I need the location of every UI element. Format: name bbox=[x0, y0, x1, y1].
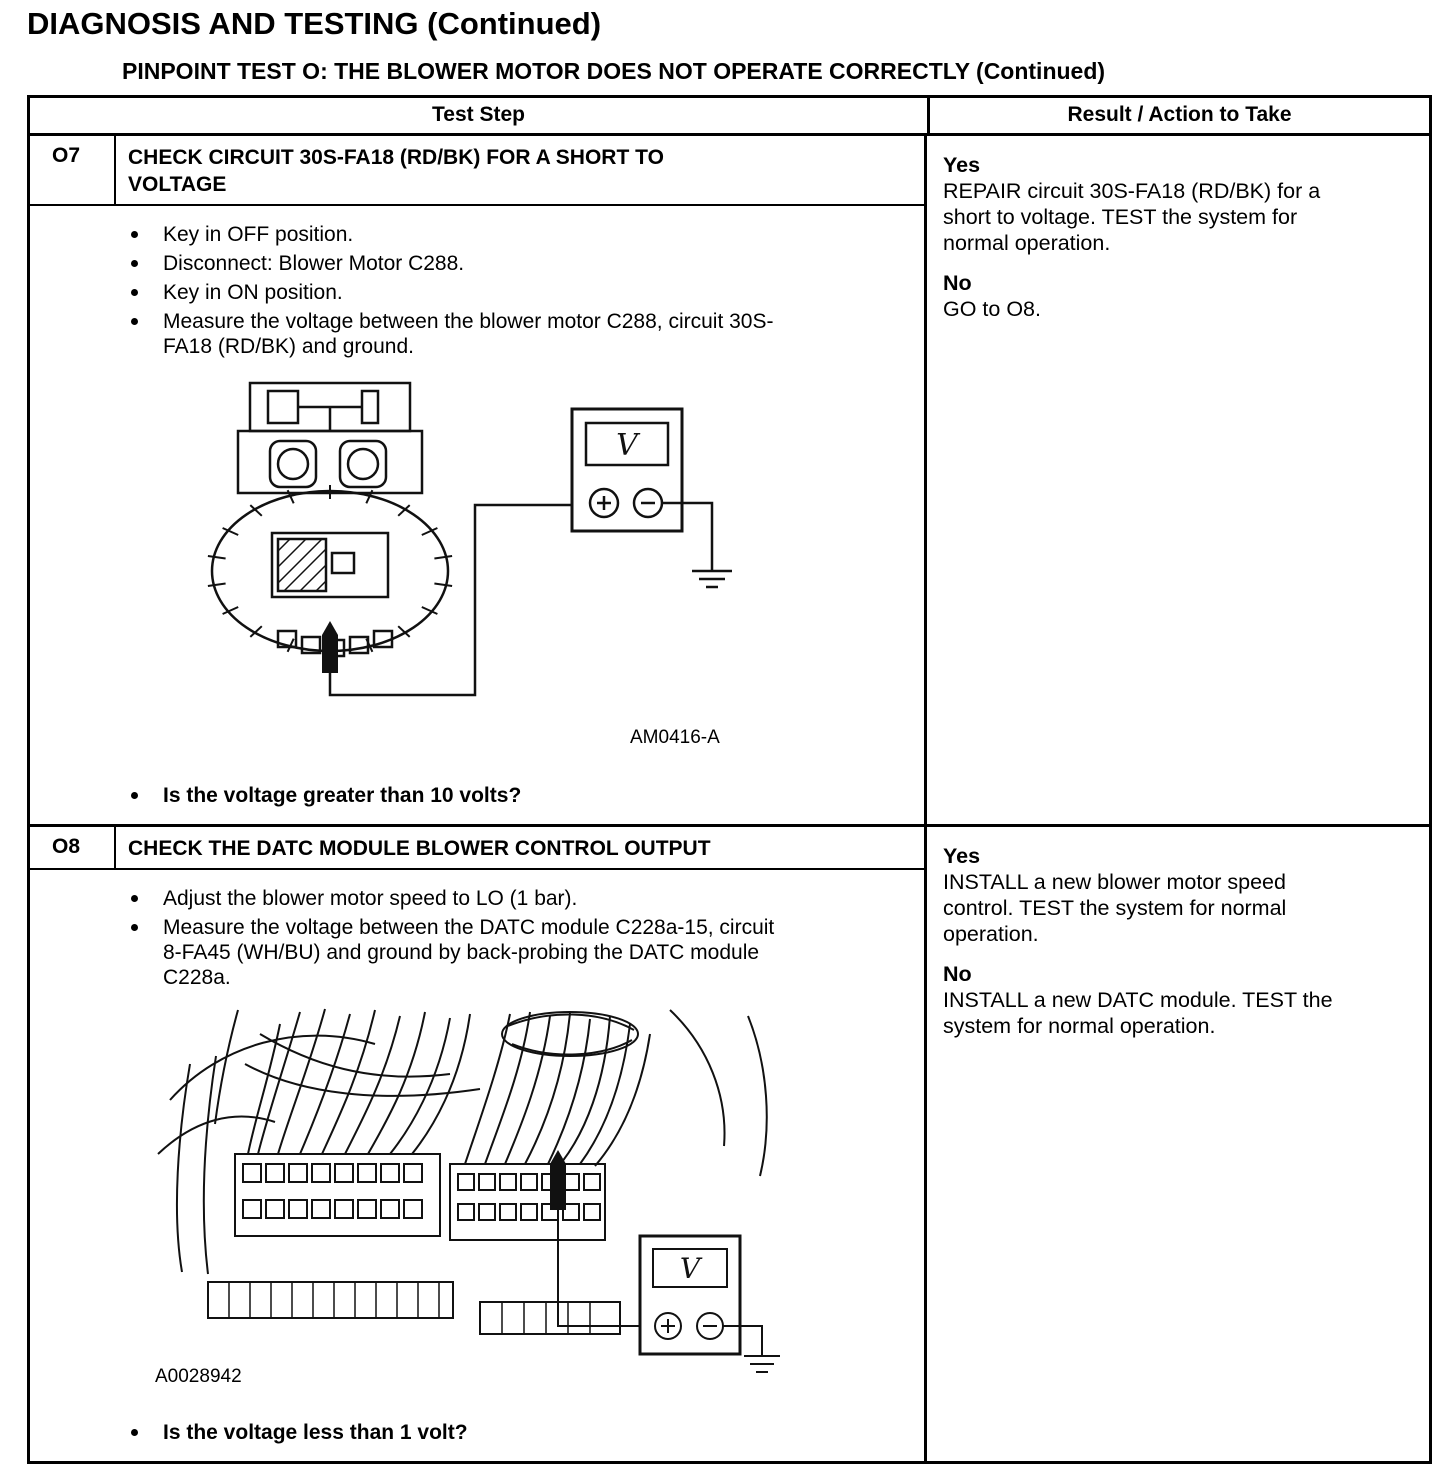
blower-connector-test-diagram bbox=[180, 375, 780, 760]
result-block-yes bbox=[943, 152, 1411, 256]
instruction-text: Key in ON position. bbox=[163, 281, 343, 304]
test-step-row-o7 bbox=[30, 136, 1429, 824]
result-block-no bbox=[943, 961, 1411, 1039]
test-step-instruction bbox=[30, 251, 924, 276]
figure-datc-harness-test bbox=[30, 1004, 924, 1404]
bullet-icon bbox=[131, 895, 138, 902]
test-step-row-o8 bbox=[30, 824, 1429, 1461]
ground-symbol-icon bbox=[744, 1356, 780, 1372]
test-step-question bbox=[30, 783, 924, 808]
instruction-text: Adjust the blower motor speed to LO (1 bar). bbox=[163, 887, 578, 910]
step-title: CHECK THE DATC MODULE BLOWER CONTROL OUTPUT bbox=[128, 837, 711, 860]
column-header-test-step: Test Step bbox=[432, 103, 525, 126]
bullet-icon bbox=[131, 318, 138, 325]
datc-connector-drawing bbox=[235, 1154, 605, 1240]
pinpoint-test-table bbox=[27, 95, 1432, 1464]
bullet-icon bbox=[131, 924, 138, 931]
ground-symbol-icon bbox=[692, 571, 732, 587]
blower-connector-drawing bbox=[208, 383, 452, 657]
ground-lead-wire bbox=[723, 1326, 762, 1356]
result-text: REPAIR circuit 30S-FA18 (RD/BK) for a short to voltage. TEST the system for normal operation. bbox=[943, 179, 1321, 255]
test-step-instruction bbox=[30, 222, 924, 247]
instruction-text: Key in OFF position. bbox=[163, 223, 354, 246]
figure-label: AM0416-A bbox=[630, 727, 720, 748]
pinpoint-test-subtitle: PINPOINT TEST O: THE BLOWER MOTOR DOES NOT OPERATE CORRECTLY (Continued) bbox=[122, 58, 1106, 84]
test-step-instruction bbox=[30, 280, 924, 305]
step-title: CHECK CIRCUIT 30S-FA18 (RD/BK) FOR A SHORT TO VOLTAGE bbox=[128, 146, 664, 196]
wiring-harness-drawing bbox=[245, 1009, 650, 1166]
test-step-instruction bbox=[30, 309, 924, 359]
service-manual-page bbox=[0, 6, 1456, 1464]
test-step-instruction bbox=[30, 915, 924, 990]
test-step-cell-o7 bbox=[30, 136, 927, 824]
result-action-cell-o8 bbox=[927, 827, 1429, 1461]
figure-blower-connector-test bbox=[30, 375, 924, 767]
result-label: No bbox=[943, 962, 972, 986]
page-title: DIAGNOSIS AND TESTING (Continued) bbox=[27, 6, 602, 41]
panel-outline-drawing bbox=[158, 1010, 767, 1334]
bullet-icon bbox=[131, 260, 138, 267]
bullet-icon bbox=[131, 792, 138, 799]
step-id: O8 bbox=[30, 827, 116, 868]
voltmeter-icon bbox=[640, 1236, 740, 1354]
datc-harness-test-diagram bbox=[150, 1004, 790, 1402]
column-header-result-action: Result / Action to Take bbox=[927, 98, 1429, 133]
result-text: GO to O8. bbox=[943, 297, 1041, 321]
step-title-row bbox=[30, 136, 924, 206]
step-body bbox=[30, 206, 924, 824]
voltmeter-display-glyph: V bbox=[616, 428, 638, 463]
figure-label: A0028942 bbox=[155, 1366, 242, 1387]
result-text: INSTALL a new blower motor speed control. TEST the system for normal operation. bbox=[943, 870, 1287, 946]
result-label: Yes bbox=[943, 153, 981, 177]
ground-lead-wire bbox=[662, 503, 712, 571]
test-step-question bbox=[30, 1420, 924, 1445]
plus-terminal-icon bbox=[597, 496, 611, 510]
test-lead-wire bbox=[558, 1210, 640, 1326]
result-label: No bbox=[943, 271, 972, 295]
instruction-text: Measure the voltage between the blower motor C288, circuit 30S-FA18 (RD/BK) and ground. bbox=[163, 310, 774, 358]
bullet-icon bbox=[131, 289, 138, 296]
question-text: Is the voltage greater than 10 volts? bbox=[163, 784, 522, 807]
result-text: INSTALL a new DATC module. TEST the system for normal operation. bbox=[943, 988, 1333, 1038]
step-body bbox=[30, 870, 924, 1461]
table-header-row bbox=[30, 98, 1429, 136]
bullet-icon bbox=[131, 1429, 138, 1436]
plus-terminal-icon bbox=[661, 1319, 675, 1333]
question-text: Is the voltage less than 1 volt? bbox=[163, 1421, 468, 1444]
result-action-cell-o7 bbox=[927, 136, 1429, 824]
result-label: Yes bbox=[943, 844, 981, 868]
instruction-text: Measure the voltage between the DATC module C228a-15, circuit 8-FA45 (WH/BU) and ground by back-probing the DATC module C228a. bbox=[163, 916, 775, 989]
result-block-yes bbox=[943, 843, 1411, 947]
voltmeter-display-glyph: V bbox=[679, 1252, 701, 1285]
step-title-row bbox=[30, 827, 924, 870]
test-step-instruction bbox=[30, 886, 924, 911]
step-id: O7 bbox=[30, 136, 116, 204]
voltmeter-icon bbox=[572, 409, 682, 531]
result-block-no bbox=[943, 270, 1411, 322]
bullet-icon bbox=[131, 231, 138, 238]
instruction-text: Disconnect: Blower Motor C288. bbox=[163, 252, 465, 275]
test-step-cell-o8 bbox=[30, 827, 927, 1461]
test-probe-icon bbox=[322, 621, 338, 673]
